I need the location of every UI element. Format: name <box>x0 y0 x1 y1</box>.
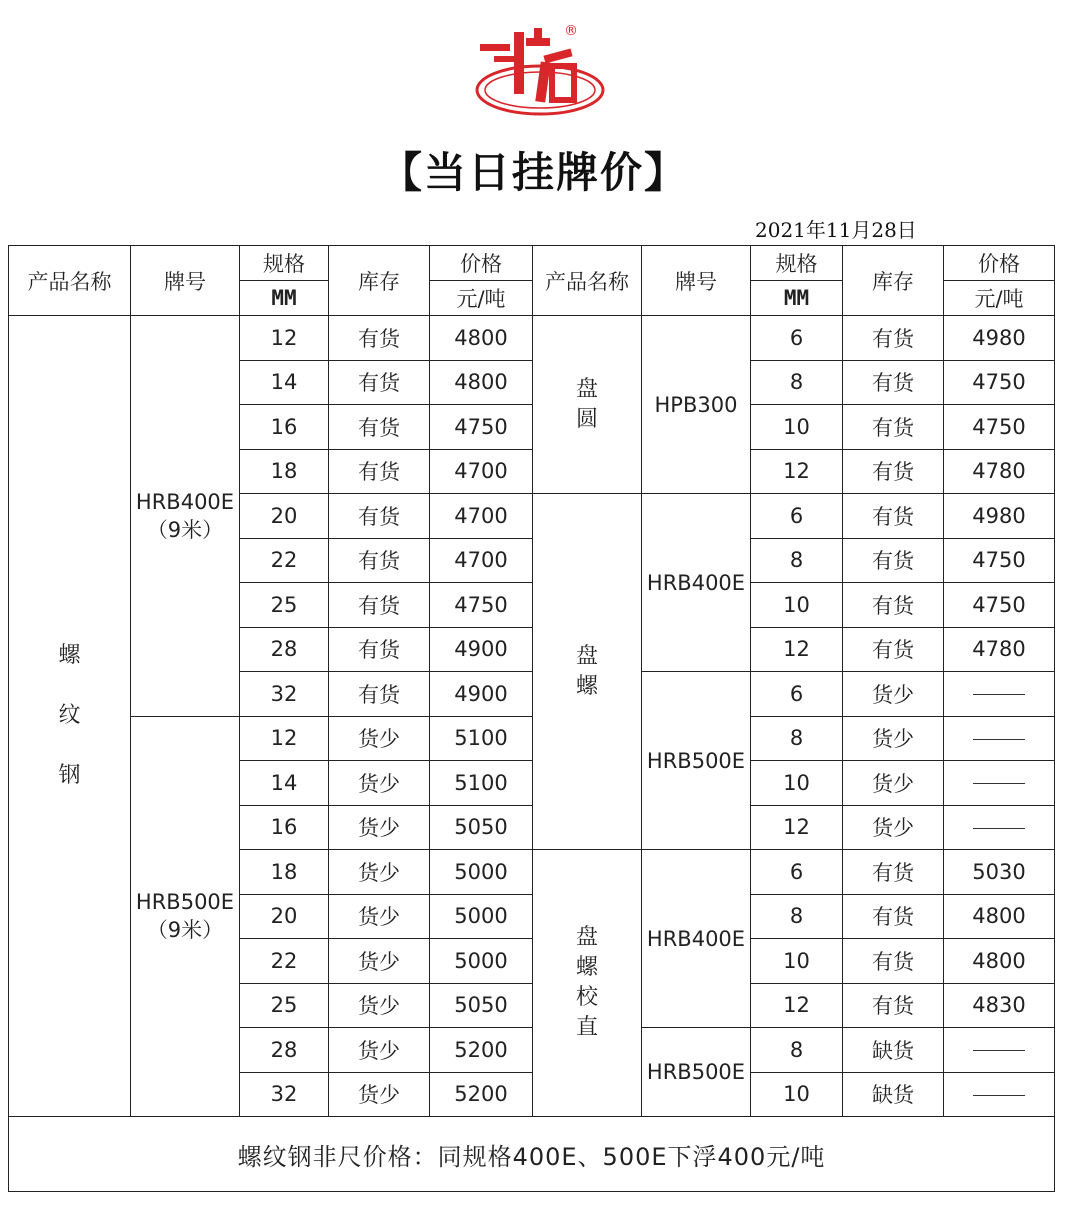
product-name-cell <box>533 494 642 850</box>
stock-cell: 货少 <box>329 983 430 1028</box>
no-price-dash <box>973 828 1025 829</box>
spec-cell: 18 <box>240 850 329 895</box>
header-spec: 规格 <box>751 246 843 281</box>
brand-label: HRB400E （9米） <box>135 489 235 542</box>
price-cell: 4750 <box>944 583 1055 628</box>
price-cell: 5100 <box>430 761 533 806</box>
product-name-label: 盘圆 <box>575 376 598 432</box>
spec-cell: 12 <box>240 716 329 761</box>
stock-cell: 有货 <box>329 405 430 450</box>
brand-cell <box>642 494 751 672</box>
stock-cell: 有货 <box>329 494 430 539</box>
spec-cell: 16 <box>240 405 329 450</box>
brand-cell <box>131 316 240 717</box>
stock-cell: 货少 <box>329 716 430 761</box>
price-cell: 4800 <box>430 360 533 405</box>
no-price-dash <box>973 1050 1025 1051</box>
stock-cell: 货少 <box>843 716 944 761</box>
price-cell: 4800 <box>430 316 533 361</box>
spec-cell: 20 <box>240 894 329 939</box>
product-name-cell <box>533 850 642 1117</box>
spec-cell: 32 <box>240 1072 329 1117</box>
price-cell: 4700 <box>430 538 533 583</box>
no-price-dash <box>973 739 1025 740</box>
stock-cell: 货少 <box>329 805 430 850</box>
price-cell: 5100 <box>430 716 533 761</box>
stock-cell: 货少 <box>329 761 430 806</box>
stock-cell: 有货 <box>843 627 944 672</box>
stock-cell: 货少 <box>843 672 944 717</box>
stock-cell: 有货 <box>843 583 944 628</box>
price-cell: 5000 <box>430 850 533 895</box>
product-name-rebar <box>9 316 131 1117</box>
price-cell: 4780 <box>944 627 1055 672</box>
no-price-dash <box>973 783 1025 784</box>
header-price-unit: 元/吨 <box>430 281 533 316</box>
spec-cell: 14 <box>240 761 329 806</box>
price-cell: 4750 <box>430 405 533 450</box>
header-price-unit: 元/吨 <box>944 281 1055 316</box>
price-cell: 4980 <box>944 316 1055 361</box>
page-title: 【当日挂牌价】 <box>379 148 688 197</box>
no-price-dash <box>973 1095 1025 1096</box>
price-cell: 4780 <box>944 449 1055 494</box>
footer-row <box>9 1117 1055 1192</box>
spec-cell: 10 <box>751 1072 843 1117</box>
stock-cell: 货少 <box>329 894 430 939</box>
header-spec-unit: MM <box>751 281 843 316</box>
spec-cell: 12 <box>751 449 843 494</box>
price-cell: 4900 <box>430 672 533 717</box>
price-cell: 5000 <box>430 894 533 939</box>
header-brand: 牌号 <box>131 246 240 316</box>
price-cell: 4700 <box>430 449 533 494</box>
brand-label: HPB300 <box>654 392 738 417</box>
price-cell: 4800 <box>944 939 1055 984</box>
price-table <box>8 245 1055 1192</box>
spec-cell: 6 <box>751 316 843 361</box>
stock-cell: 有货 <box>329 360 430 405</box>
stock-cell: 有货 <box>329 627 430 672</box>
brand-label: HRB500E <box>646 1060 746 1084</box>
price-cell: 5200 <box>430 1072 533 1117</box>
price-cell: 4800 <box>944 894 1055 939</box>
stock-cell: 货少 <box>329 939 430 984</box>
table-row <box>9 316 1055 361</box>
stock-cell: 有货 <box>843 850 944 895</box>
price-cell: 4750 <box>944 360 1055 405</box>
spec-cell: 8 <box>751 1028 843 1073</box>
header-stock: 库存 <box>843 246 944 316</box>
spec-cell: 10 <box>751 583 843 628</box>
stock-cell: 有货 <box>843 360 944 405</box>
stock-cell: 货少 <box>329 1028 430 1073</box>
stock-cell: 有货 <box>843 494 944 539</box>
price-cell <box>944 672 1055 717</box>
brand-label: HRB400E <box>646 570 746 595</box>
brand-cell <box>642 316 751 494</box>
price-cell <box>944 1028 1055 1073</box>
spec-cell: 22 <box>240 538 329 583</box>
header-price: 价格 <box>944 246 1055 281</box>
header-stock: 库存 <box>329 246 430 316</box>
price-cell: 5050 <box>430 983 533 1028</box>
spec-cell: 12 <box>751 627 843 672</box>
brand-cell <box>642 850 751 1028</box>
no-price-dash <box>973 694 1025 695</box>
spec-cell: 25 <box>240 583 329 628</box>
spec-cell: 10 <box>751 405 843 450</box>
stock-cell: 货少 <box>329 1072 430 1117</box>
price-cell: 5050 <box>430 805 533 850</box>
stock-cell: 有货 <box>843 405 944 450</box>
stock-cell: 有货 <box>329 316 430 361</box>
spec-cell: 6 <box>751 672 843 717</box>
brand-cell <box>131 716 240 1117</box>
stock-cell: 缺货 <box>843 1028 944 1073</box>
footer-note: 螺纹钢非尺价格：同规格400E、500E下浮400元/吨 <box>9 1117 1055 1192</box>
spec-cell: 8 <box>751 360 843 405</box>
stock-cell: 缺货 <box>843 1072 944 1117</box>
spec-cell: 14 <box>240 360 329 405</box>
brand-label: HRB500E （9米） <box>135 890 235 943</box>
stock-cell: 有货 <box>843 449 944 494</box>
brand-cell <box>642 1028 751 1117</box>
brand-label: HRB400E <box>646 926 746 951</box>
product-name-label: 螺纹钢 <box>58 643 81 788</box>
brand-cell <box>642 672 751 850</box>
spec-cell: 28 <box>240 627 329 672</box>
spec-cell: 20 <box>240 494 329 539</box>
price-cell: 4750 <box>944 405 1055 450</box>
stock-cell: 有货 <box>843 316 944 361</box>
price-cell: 4750 <box>944 538 1055 583</box>
registered-mark: ® <box>564 23 578 39</box>
stock-cell: 货少 <box>843 761 944 806</box>
price-cell: 5000 <box>430 939 533 984</box>
price-cell <box>944 761 1055 806</box>
price-cell <box>944 716 1055 761</box>
header-brand: 牌号 <box>642 246 751 316</box>
price-cell: 5030 <box>944 850 1055 895</box>
spec-cell: 12 <box>751 983 843 1028</box>
stock-cell: 有货 <box>329 583 430 628</box>
header-spec: 规格 <box>240 246 329 281</box>
company-logo <box>472 14 612 120</box>
spec-cell: 22 <box>240 939 329 984</box>
header-product: 产品名称 <box>9 246 131 316</box>
spec-cell: 25 <box>240 983 329 1028</box>
product-name-cell <box>533 316 642 494</box>
spec-cell: 6 <box>751 850 843 895</box>
spec-cell: 18 <box>240 449 329 494</box>
spec-cell: 8 <box>751 894 843 939</box>
spec-cell: 32 <box>240 672 329 717</box>
stock-cell: 有货 <box>843 894 944 939</box>
stock-cell: 有货 <box>843 939 944 984</box>
spec-cell: 12 <box>751 805 843 850</box>
spec-cell: 8 <box>751 538 843 583</box>
spec-cell: 12 <box>240 316 329 361</box>
stock-cell: 有货 <box>843 983 944 1028</box>
header-product: 产品名称 <box>533 246 642 316</box>
price-cell: 4900 <box>430 627 533 672</box>
spec-cell: 10 <box>751 939 843 984</box>
price-cell: 4700 <box>430 494 533 539</box>
spec-cell: 10 <box>751 761 843 806</box>
price-cell: 4750 <box>430 583 533 628</box>
spec-cell: 28 <box>240 1028 329 1073</box>
stock-cell: 货少 <box>843 805 944 850</box>
stock-cell: 货少 <box>329 850 430 895</box>
product-name-label: 盘螺校直 <box>575 925 598 1040</box>
spec-cell: 16 <box>240 805 329 850</box>
stock-cell: 有货 <box>843 538 944 583</box>
price-cell <box>944 1072 1055 1117</box>
price-cell: 4980 <box>944 494 1055 539</box>
price-cell: 4830 <box>944 983 1055 1028</box>
stock-cell: 有货 <box>329 672 430 717</box>
spec-cell: 6 <box>751 494 843 539</box>
header-price: 价格 <box>430 246 533 281</box>
header-spec-unit: MM <box>240 281 329 316</box>
spec-cell: 8 <box>751 716 843 761</box>
stock-cell: 有货 <box>329 449 430 494</box>
date-label: 2021年11月28日 <box>755 218 917 242</box>
product-name-label: 盘螺 <box>575 643 598 699</box>
price-cell: 5200 <box>430 1028 533 1073</box>
brand-label: HRB500E <box>646 748 746 773</box>
price-cell <box>944 805 1055 850</box>
stock-cell: 有货 <box>329 538 430 583</box>
table-row <box>9 716 1055 761</box>
